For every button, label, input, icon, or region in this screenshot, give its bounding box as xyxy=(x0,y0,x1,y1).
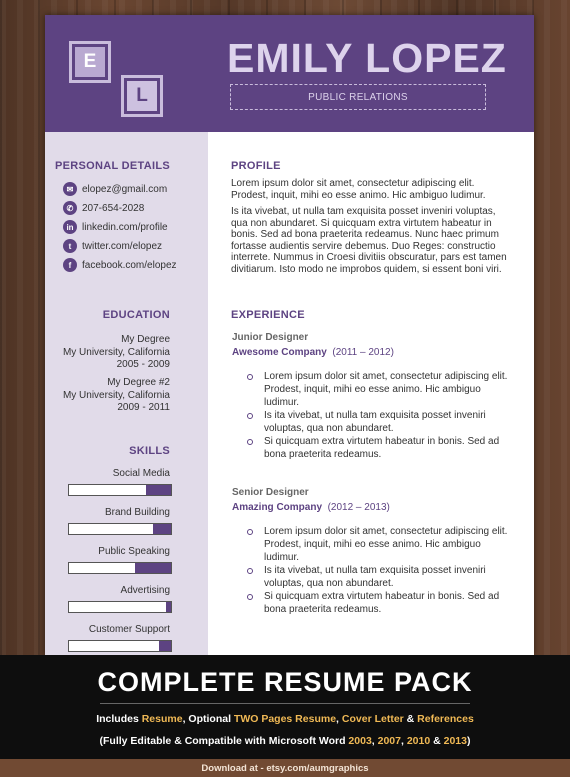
education-school: My University, California xyxy=(62,389,170,401)
contact-linkedin[interactable] xyxy=(63,220,168,234)
phone-icon: ✆ xyxy=(63,201,77,215)
contact-email[interactable] xyxy=(63,182,167,196)
linkedin-icon: in xyxy=(63,220,77,234)
skill-label: Social Media xyxy=(112,468,170,479)
banner-text: (Fully Editable & Compatible with Microsoft Word xyxy=(99,735,349,747)
job-bullets xyxy=(260,370,515,461)
experience-heading: EXPERIENCE xyxy=(231,309,305,321)
candidate-name: EMILY LOPEZ xyxy=(227,35,507,81)
skill-bar-fill xyxy=(135,563,171,573)
contact-linkedin-text: linkedin.com/profile xyxy=(82,221,168,233)
skills-heading: SKILLS xyxy=(129,445,170,457)
skill-bar-fill xyxy=(153,524,171,534)
banner-highlight: 2003 xyxy=(348,735,372,747)
download-footer[interactable]: Download at - etsy.com/aumgraphics xyxy=(0,759,570,777)
education-degree: My Degree xyxy=(121,334,170,345)
list-item: Is ita vivebat, ut nulla tam exquisita posset inveniri voluptas, qua non abundaret. xyxy=(260,409,515,435)
education-degree: My Degree #2 xyxy=(107,377,170,388)
banner-compat-line xyxy=(0,735,570,747)
banner-highlight: 2010 xyxy=(406,735,431,747)
skill-bar xyxy=(68,562,172,574)
banner-text: , Optional xyxy=(182,713,234,725)
skill-bar xyxy=(68,601,172,613)
banner-text: & xyxy=(430,735,444,747)
monogram xyxy=(69,41,169,117)
contact-phone[interactable] xyxy=(63,201,144,215)
education-years: 2009 - 2011 xyxy=(117,402,170,413)
resume-page xyxy=(45,15,534,655)
contact-facebook[interactable] xyxy=(63,258,177,272)
skill-bar xyxy=(68,640,172,652)
banner-highlight: 2013 xyxy=(443,735,467,747)
skill-label: Brand Building xyxy=(104,507,170,518)
education-years: 2005 - 2009 xyxy=(116,359,170,370)
contact-facebook-text: facebook.com/elopez xyxy=(82,259,177,271)
facebook-icon: f xyxy=(63,258,77,272)
email-icon: ✉ xyxy=(63,182,77,196)
skill-label: Public Speaking xyxy=(98,546,170,557)
profile-heading: PROFILE xyxy=(231,160,281,172)
banner-text: , xyxy=(371,735,378,747)
banner-highlight: 2007 xyxy=(377,735,401,747)
monogram-first-box xyxy=(69,41,111,83)
education-school: My University, California xyxy=(62,346,170,358)
sidebar xyxy=(45,132,208,655)
company-name: Awesome Company xyxy=(232,347,327,358)
monogram-first-letter: E xyxy=(75,47,105,77)
job-title: PUBLIC RELATIONS xyxy=(230,84,486,110)
banner-includes-line xyxy=(0,713,570,725)
list-item: Si quicquam extra virtutem habeatur in bonis. Sed ad bona praeterita redeamus. xyxy=(260,435,515,461)
company-name: Amazing Company xyxy=(232,502,323,513)
job-bullets xyxy=(260,525,515,616)
banner-highlight: Cover Letter xyxy=(341,713,404,725)
banner-text: & xyxy=(403,713,418,725)
job-title: Junior Designer xyxy=(232,332,309,343)
list-item: Lorem ipsum dolor sit amet, consectetur adipiscing elit. Prodest, inquit, mihi eo esse animo. Hic ambiguo ludimur. xyxy=(260,370,515,409)
list-item: Lorem ipsum dolor sit amet, consectetur adipiscing elit. Prodest, inquit, mihi eo esse animo. Hic ambiguo ludimur. xyxy=(260,525,515,564)
skill-bar-fill xyxy=(146,485,172,495)
job-years: (2011 – 2012) xyxy=(332,347,394,358)
monogram-last-letter: L xyxy=(127,81,157,111)
skill-bar xyxy=(68,484,172,496)
profile-paragraph: Lorem ipsum dolor sit amet, consectetur adipiscing elit. Prodest, inquit, mihi eo esse animo. Hic ambiguo ludimur. xyxy=(231,178,486,201)
banner-highlight: References xyxy=(417,713,474,725)
contact-email-text: elopez@gmail.com xyxy=(82,183,168,195)
skill-bar-fill xyxy=(159,641,171,651)
twitter-icon: t xyxy=(63,239,77,253)
banner-title: COMPLETE RESUME PACK xyxy=(97,667,473,697)
profile-paragraph: Is ita vivebat, ut nulla tam exquisita posset inveniri voluptas, qua non abundaret. Si quicquam extra virtutem habeatur in bonis. Sed ad bona praeterita redeamus. Nunc haec primum fortasse audientis servire debemus. Duo Reges: constructio interrete. Nummus in Croesi divitiis obscuratur, pars est tamen divitiarum. Isto modo ne improbos quidem, si essent boni viri. xyxy=(231,206,507,275)
contact-phone-text: 207-654-2028 xyxy=(82,202,145,214)
contact-twitter-text: twitter.com/elopez xyxy=(82,240,163,252)
job-title: Senior Designer xyxy=(232,487,309,498)
skill-label: Customer Support xyxy=(88,624,170,635)
banner-text: , xyxy=(400,735,407,747)
skill-label: Advertising xyxy=(120,585,170,596)
promo-banner xyxy=(0,655,570,759)
main-content xyxy=(208,132,534,655)
list-item: Si quicquam extra virtutem habeatur in bonis. Sed ad bona praeterita redeamus. xyxy=(260,590,515,616)
banner-highlight: Resume xyxy=(141,713,183,725)
banner-text: ) xyxy=(466,735,471,747)
skill-bar xyxy=(68,523,172,535)
banner-divider xyxy=(100,703,470,704)
banner-text: , xyxy=(336,713,342,725)
personal-details-heading: PERSONAL DETAILS xyxy=(54,160,170,172)
job-company-line xyxy=(232,347,394,358)
education-heading: EDUCATION xyxy=(102,309,170,321)
job-years: (2012 – 2013) xyxy=(327,502,390,513)
list-item: Is ita vivebat, ut nulla tam exquisita posset inveniri voluptas, qua non abundaret. xyxy=(260,564,515,590)
education-entry xyxy=(63,334,170,372)
banner-highlight: TWO Pages Resume xyxy=(233,713,337,725)
banner-text: Includes xyxy=(96,713,142,725)
resume-header xyxy=(45,15,534,132)
monogram-last-box xyxy=(121,75,163,117)
skill-bar-fill xyxy=(166,602,171,612)
education-entry xyxy=(63,377,170,415)
contact-twitter[interactable] xyxy=(63,239,162,253)
job-company-line xyxy=(232,502,390,513)
